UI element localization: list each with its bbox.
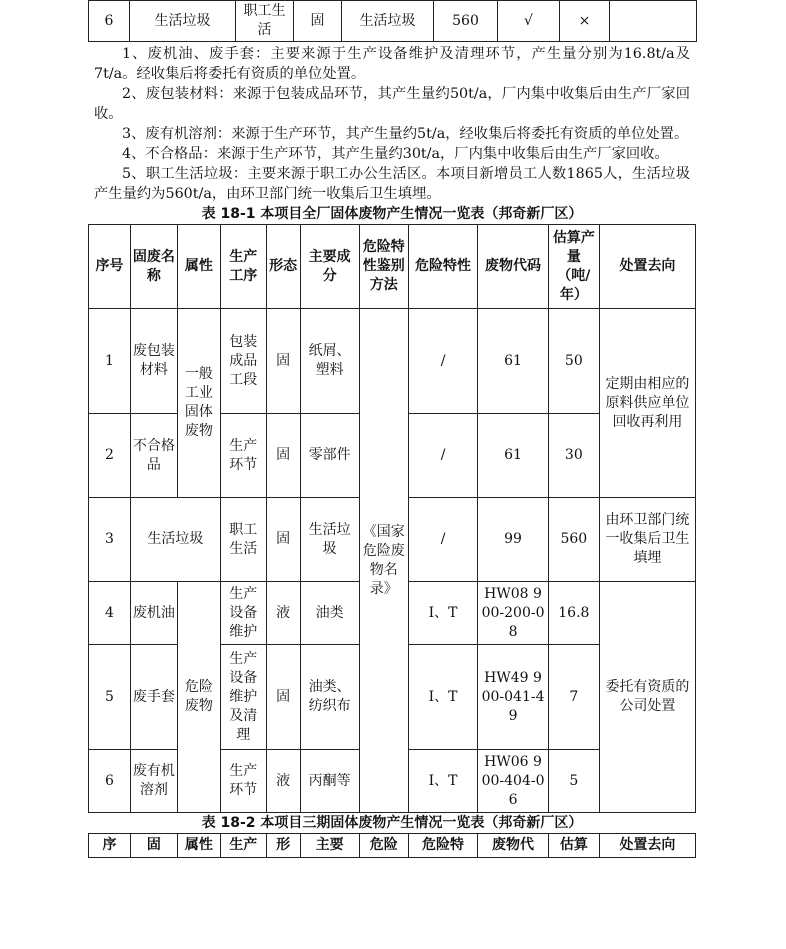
table-header-row [89, 225, 696, 309]
cell-process: 生产设备维护及清理 [220, 645, 266, 750]
cell-name: 不合格品 [130, 414, 177, 498]
header-no: 序号 [89, 225, 131, 309]
cell-hazard: I、T [408, 645, 477, 750]
paragraph-2: 2、废包装材料：来源于包装成品环节，其产生量约50t/a，厂内集中收集后由生产厂家回收。 [94, 86, 690, 122]
header-code: 废物代 [478, 834, 549, 858]
cell-check: √ [498, 1, 560, 42]
cell-amount: 560 [434, 1, 498, 42]
header-attr: 属性 [177, 225, 220, 309]
cell-form: 固 [266, 498, 300, 582]
header-process: 生产工序 [220, 225, 266, 309]
header-amount: 估算产量（吨/年） [548, 225, 599, 309]
cell-name: 废手套 [130, 645, 177, 750]
cell-component: 纸屑、塑料 [300, 309, 359, 414]
table-2-caption: 表 18-2 本项目三期固体废物产生情况一览表（邦奇新厂区） [201, 815, 583, 831]
cell-empty [610, 1, 697, 42]
cell-no: 2 [89, 414, 131, 498]
paragraph-3: 3、废有机溶剂：来源于生产环节，其产生量约5t/a，经收集后将委托有资质的单位处置。 [122, 126, 689, 142]
cell-no: 3 [89, 498, 131, 582]
cell-code: 61 [478, 309, 549, 414]
cell-no: 6 [89, 750, 131, 813]
cell-component: 油类 [300, 582, 359, 645]
cell-component: 生活垃圾 [342, 1, 434, 42]
cell-name: 生活垃圾 [130, 498, 220, 582]
header-amount: 估算 [548, 834, 599, 858]
header-component: 主要成分 [300, 225, 359, 309]
cell-code: HW06 900-404-06 [478, 750, 549, 813]
cell-form: 固 [266, 414, 300, 498]
header-process: 生产 [220, 834, 266, 858]
cell-hazard: / [408, 309, 477, 414]
cell-form: 液 [266, 582, 300, 645]
cell-process: 职工生活 [236, 1, 294, 42]
cell-process: 生产环节 [220, 750, 266, 813]
cell-process: 生产环节 [220, 414, 266, 498]
cell-name: 废包装材料 [130, 309, 177, 414]
waste-table-2 [88, 833, 696, 858]
cell-form: 固 [266, 309, 300, 414]
cell-no: 5 [89, 645, 131, 750]
cell-no: 4 [89, 582, 131, 645]
cell-attr-hazard: 危险废物 [177, 582, 220, 813]
text-section [88, 42, 696, 204]
cell-form: 固 [266, 645, 300, 750]
header-component: 主要 [300, 834, 359, 858]
cell-cross: × [560, 1, 610, 42]
cell-form: 固 [294, 1, 342, 42]
previous-table-row [88, 0, 697, 42]
header-name: 固 [130, 834, 177, 858]
cell-disposal-2: 由环卫部门统一收集后卫生填埋 [599, 498, 695, 582]
table-header-row [89, 834, 696, 858]
header-disposal: 处置去向 [599, 834, 695, 858]
table-1-caption: 表 18-1 本项目全厂固体废物产生情况一览表（邦奇新厂区） [201, 206, 583, 222]
cell-code: 61 [478, 414, 549, 498]
cell-amount: 50 [548, 309, 599, 414]
cell-amount: 7 [548, 645, 599, 750]
header-hazard: 危险特 [408, 834, 477, 858]
header-method: 危险 [359, 834, 408, 858]
cell-name: 生活垃圾 [130, 1, 236, 42]
header-method: 危险特性鉴别方法 [359, 225, 408, 309]
cell-no: 6 [89, 1, 130, 42]
cell-component: 零部件 [300, 414, 359, 498]
table-row [89, 1, 697, 42]
cell-hazard: I、T [408, 750, 477, 813]
cell-amount: 560 [548, 498, 599, 582]
cell-process: 包装成品工段 [220, 309, 266, 414]
cell-form: 液 [266, 750, 300, 813]
cell-code: HW08 900-200-08 [478, 582, 549, 645]
cell-amount: 16.8 [548, 582, 599, 645]
cell-attr-general: 一般工业固体废物 [177, 309, 220, 498]
cell-amount: 30 [548, 414, 599, 498]
cell-component: 油类、纺织布 [300, 645, 359, 750]
cell-amount: 5 [548, 750, 599, 813]
header-hazard: 危险特性 [408, 225, 477, 309]
header-code: 废物代码 [478, 225, 549, 309]
cell-no: 1 [89, 309, 131, 414]
cell-disposal-3: 委托有资质的公司处置 [599, 582, 695, 813]
cell-process: 生产设备维护 [220, 582, 266, 645]
header-no: 序 [89, 834, 131, 858]
cell-hazard: / [408, 414, 477, 498]
cell-disposal-1: 定期由相应的原料供应单位回收再利用 [599, 309, 695, 498]
header-attr: 属性 [177, 834, 220, 858]
cell-name: 废有机溶剂 [130, 750, 177, 813]
cell-name: 废机油 [130, 582, 177, 645]
paragraph-5: 5、职工生活垃圾：主要来源于职工办公生活区。本项目新增员工人数1865人，生活垃圾产生量约为560t/a，由环卫部门统一收集后卫生填埋。 [94, 166, 690, 202]
cell-method: 《国家危险废物名录》 [359, 309, 408, 813]
cell-hazard: I、T [408, 582, 477, 645]
header-form: 形态 [266, 225, 300, 309]
header-form: 形 [266, 834, 300, 858]
document-page [88, 0, 696, 858]
table-row [89, 309, 696, 414]
header-name: 固废名称 [130, 225, 177, 309]
cell-component: 丙酮等 [300, 750, 359, 813]
cell-process: 职工生活 [220, 498, 266, 582]
paragraph-4: 4、不合格品：来源于生产环节，其产生量约30t/a，厂内集中收集后由生产厂家回收。 [122, 146, 669, 162]
cell-hazard: / [408, 498, 477, 582]
cell-code: 99 [478, 498, 549, 582]
waste-table-1 [88, 224, 696, 813]
header-disposal: 处置去向 [599, 225, 695, 309]
cell-component: 生活垃圾 [300, 498, 359, 582]
paragraph-1: 1、废机油、废手套：主要来源于生产设备维护及清理环节，产生量分别为16.8t/a及7t/a。经收集后将委托有资质的单位处置。 [94, 46, 690, 82]
cell-code: HW49 900-041-49 [478, 645, 549, 750]
